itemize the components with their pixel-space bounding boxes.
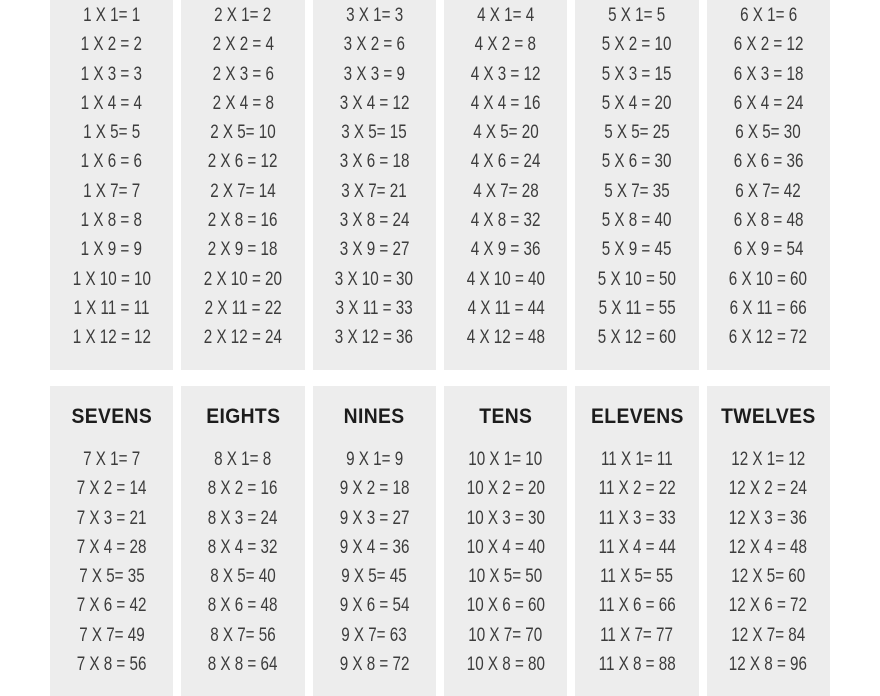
equation-row: 11 X 7= 77 [600,624,674,646]
equation-row: 5 X 2 = 10 [602,34,672,56]
equation-row: 4 X 9 = 36 [470,239,541,261]
equation-row: 10 X 8 = 80 [466,654,545,676]
equation-row: 8 X 6 = 48 [208,595,278,617]
equation-row: 8 X 7= 56 [210,624,276,646]
equation-row: 1 X 5= 5 [83,122,141,144]
equation-row: 1 X 9 = 9 [81,239,143,261]
equation-row: 8 X 5= 40 [210,566,276,588]
equation-row: 11 X 3 = 33 [598,507,676,529]
equation-row: 6 X 8 = 48 [733,210,804,232]
equation-row: 10 X 7= 70 [468,624,543,646]
equation-row: 12 X 1= 12 [731,449,806,470]
equation-row: 4 X 4 = 16 [470,92,541,114]
equation-row: 9 X 4 = 36 [339,536,410,558]
equation-row: 7 X 4 = 28 [76,536,147,558]
equation-row: 5 X 11 = 55 [598,297,676,319]
equation-row: 9 X 1= 9 [345,449,403,470]
equation-row: 10 X 1= 10 [468,449,543,470]
equation-row: 6 X 7= 42 [735,180,802,202]
equation-row: 11 X 1= 11 [601,449,673,470]
equation-row: 1 X 3 = 3 [81,63,143,85]
equation-row: 8 X 8 = 64 [208,654,278,676]
equation-row: 12 X 8 = 96 [729,654,808,676]
equation-row: 5 X 7= 35 [604,180,670,202]
equation-row: 1 X 6 = 6 [81,151,143,173]
equation-row: 4 X 7= 28 [472,180,539,202]
equation-row: 9 X 2 = 18 [339,478,410,500]
table-card [181,0,304,370]
equation-row: 3 X 2 = 6 [343,34,405,56]
equation-row: 7 X 1= 7 [83,449,141,470]
equation-row: 1 X 1= 1 [83,5,141,26]
table-card [181,386,304,696]
table-card [313,386,436,696]
equation-row: 8 X 3 = 24 [208,507,278,529]
equation-row: 2 X 6 = 12 [208,151,278,173]
equation-row: 11 X 5= 55 [600,566,674,588]
equation-row: 6 X 5= 30 [735,122,802,144]
equation-row: 1 X 12 = 12 [72,327,151,349]
equation-row: 1 X 8 = 8 [81,210,143,232]
equation-row: 5 X 6 = 30 [602,151,672,173]
equation-row: 7 X 3 = 21 [76,507,147,529]
equation-row: 12 X 2 = 24 [729,478,808,500]
table-card [707,0,830,370]
equation-row: 7 X 6 = 42 [76,595,147,617]
equation-row: 3 X 8 = 24 [339,210,410,232]
equation-row: 1 X 2 = 2 [81,34,143,56]
equation-row: 3 X 4 = 12 [339,92,410,114]
equation-row: 9 X 7= 63 [341,624,408,646]
equation-row: 3 X 6 = 18 [339,151,410,173]
equation-row: 6 X 3 = 18 [733,63,804,85]
equation-row: 3 X 3 = 9 [343,63,405,85]
equation-row: 2 X 1= 2 [214,5,272,26]
equation-row: 5 X 10 = 50 [597,268,677,290]
equation-row: 6 X 10 = 60 [729,268,808,290]
equation-row: 1 X 7= 7 [83,180,141,202]
equation-row: 5 X 3 = 15 [602,63,672,85]
table-header: NINES [343,405,405,428]
equation-row: 4 X 10 = 40 [466,268,545,290]
table-header: TENS [479,405,533,428]
equation-row: 3 X 10 = 30 [335,268,414,290]
equation-row: 11 X 2 = 22 [598,478,676,500]
equation-row: 1 X 4 = 4 [81,92,143,114]
equation-row: 4 X 8 = 32 [470,210,541,232]
table-card [444,0,567,370]
equation-row: 6 X 4 = 24 [733,92,804,114]
equation-row: 4 X 3 = 12 [470,63,541,85]
equation-row: 10 X 4 = 40 [466,536,545,558]
equation-row: 5 X 8 = 40 [602,210,672,232]
equation-row: 10 X 3 = 30 [466,507,545,529]
equation-row: 6 X 6 = 36 [733,151,804,173]
equation-row: 6 X 12 = 72 [729,327,808,349]
equation-row: 3 X 1= 3 [345,5,403,26]
equation-row: 9 X 5= 45 [341,566,408,588]
equation-row: 10 X 6 = 60 [466,595,545,617]
equation-row: 12 X 3 = 36 [729,507,808,529]
tables-section-seven-to-twelve [0,386,880,696]
equation-row: 12 X 7= 84 [731,624,806,646]
table-card [575,0,698,370]
equation-row: 2 X 5= 10 [210,122,276,144]
table-card [575,386,698,696]
equation-row: 2 X 9 = 18 [208,239,278,261]
equation-row: 4 X 11 = 44 [467,297,545,319]
equation-row: 8 X 1= 8 [214,449,272,470]
equation-row: 6 X 1= 6 [739,5,797,26]
equation-row: 4 X 1= 4 [477,5,535,26]
table-header: TWELVES [721,405,816,428]
equation-row: 4 X 2 = 8 [475,34,537,56]
equation-row: 9 X 8 = 72 [339,654,410,676]
equation-row: 11 X 8 = 88 [598,654,676,676]
equation-row: 4 X 12 = 48 [466,327,545,349]
equation-row: 5 X 5= 25 [604,122,670,144]
equation-row: 3 X 5= 15 [341,122,408,144]
equation-row: 2 X 11 = 22 [204,297,282,319]
equation-row: 2 X 8 = 16 [208,210,278,232]
equation-row: 7 X 8 = 56 [76,654,147,676]
equation-row: 9 X 3 = 27 [339,507,410,529]
equation-row: 9 X 6 = 54 [339,595,410,617]
table-header: SEVENS [71,405,152,428]
equation-row: 3 X 11 = 33 [335,297,413,319]
equation-row: 10 X 2 = 20 [466,478,545,500]
equation-row: 4 X 6 = 24 [470,151,541,173]
table-header: ELEVENS [590,405,684,428]
equation-row: 8 X 4 = 32 [208,536,278,558]
equation-row: 7 X 5= 35 [78,566,145,588]
equation-row: 3 X 7= 21 [341,180,408,202]
equation-row: 3 X 12 = 36 [335,327,414,349]
equation-row: 7 X 2 = 14 [76,478,147,500]
equation-row: 12 X 5= 60 [731,566,806,588]
equation-row: 2 X 4 = 8 [212,92,274,114]
equation-row: 2 X 3 = 6 [212,63,274,85]
equation-row: 3 X 9 = 27 [339,239,410,261]
equation-row: 2 X 10 = 20 [203,268,283,290]
equation-row: 5 X 12 = 60 [597,327,677,349]
equation-row: 1 X 10 = 10 [72,268,151,290]
equation-row: 6 X 11 = 66 [729,297,807,319]
equation-row: 1 X 11 = 11 [73,297,150,319]
table-header: EIGHTS [205,405,281,428]
equation-row: 2 X 2 = 4 [212,34,274,56]
table-card [707,386,830,696]
table-card [444,386,567,696]
equation-row: 2 X 7= 14 [210,180,276,202]
equation-row: 11 X 6 = 66 [598,595,676,617]
equation-row: 4 X 5= 20 [472,122,539,144]
equation-row: 2 X 12 = 24 [203,327,283,349]
equation-row: 12 X 6 = 72 [729,595,808,617]
equation-row: 5 X 4 = 20 [602,92,672,114]
equation-row: 7 X 7= 49 [78,624,145,646]
equation-row: 6 X 2 = 12 [733,34,804,56]
equation-row: 5 X 1= 5 [608,5,666,26]
equation-row: 6 X 9 = 54 [733,239,804,261]
table-card [313,0,436,370]
equation-row: 11 X 4 = 44 [598,536,676,558]
equation-row: 5 X 9 = 45 [602,239,672,261]
table-card [50,386,173,696]
table-card [50,0,173,370]
equation-row: 10 X 5= 50 [468,566,543,588]
equation-row: 12 X 4 = 48 [729,536,808,558]
equation-row: 8 X 2 = 16 [208,478,278,500]
